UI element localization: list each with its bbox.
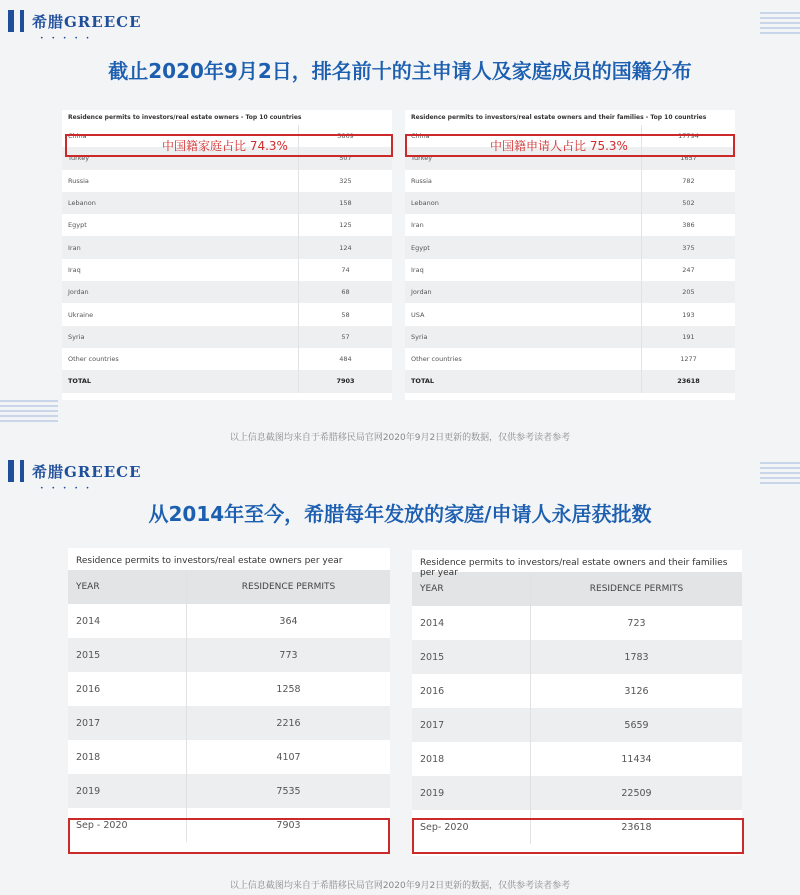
value-cell: 193 (641, 303, 735, 325)
brand-logo (8, 10, 142, 42)
highlight-box (412, 818, 744, 854)
country-cell: Egypt (411, 243, 430, 252)
table-row (68, 638, 390, 672)
country-cell: Iraq (411, 265, 424, 274)
table-row (68, 706, 390, 740)
value-cell: 125 (298, 214, 392, 236)
country-cell: Iran (411, 221, 424, 230)
table-row (405, 348, 735, 370)
table-title: Residence permits to investors/real estate owners and their families per year (420, 558, 728, 578)
country-cell: Turkey (68, 154, 90, 163)
value-cell: 23618 (641, 370, 735, 392)
country-cell: Russia (68, 176, 89, 185)
permits-cell: 1258 (186, 672, 390, 706)
country-cell: TOTAL (68, 377, 92, 386)
value-cell: 74 (298, 259, 392, 281)
table-row (405, 192, 735, 214)
year-cell: 2017 (76, 717, 101, 729)
country-cell: Russia (411, 176, 432, 185)
table-header (412, 572, 742, 606)
table-row (62, 259, 392, 281)
value-cell: 205 (641, 281, 735, 303)
value-cell: 484 (298, 348, 392, 370)
permits-cell: 22509 (530, 776, 742, 810)
year-cell: 2015 (420, 651, 445, 663)
section-yearly (0, 450, 800, 895)
table-title: Residence permits to investors/real estate owners per year (76, 556, 343, 566)
value-cell: 1277 (641, 348, 735, 370)
value-cell: 247 (641, 259, 735, 281)
permits-cell: 2216 (186, 706, 390, 740)
permits-cell: 364 (186, 604, 390, 638)
table-row (62, 170, 392, 192)
table-row (62, 236, 392, 258)
permits-cell: 3126 (530, 674, 742, 708)
table-row (68, 672, 390, 706)
year-cell: 2014 (76, 615, 101, 627)
value-cell: 386 (641, 214, 735, 236)
permits-cell: 1783 (530, 640, 742, 674)
permits-cell: 5659 (530, 708, 742, 742)
country-cell: China (68, 132, 87, 141)
year-cell: 2019 (420, 787, 445, 799)
table-row (405, 370, 735, 392)
value-cell: 124 (298, 236, 392, 258)
permits-cell: 723 (530, 606, 742, 640)
year-cell: 2018 (76, 751, 101, 763)
permits-cell: 11434 (530, 742, 742, 776)
decor-stripes (0, 400, 58, 425)
country-cell: Turkey (411, 154, 433, 163)
value-cell: 325 (298, 170, 392, 192)
country-cell: Jordan (68, 288, 89, 297)
country-cell: Jordan (411, 288, 432, 297)
table-row (405, 214, 735, 236)
decor-stripes (760, 462, 800, 487)
table-row (412, 776, 742, 810)
logo-text: 希腊GREECE (32, 12, 142, 31)
country-cell: Lebanon (411, 199, 439, 208)
table-row (405, 326, 735, 348)
permits-cell: 7903 (186, 808, 390, 842)
logo-dots: • • • • • (40, 485, 93, 492)
source-note: 以上信息截图均来自于希腊移民局官网2020年9月2日更新的数据，仅供参考读者参考 (229, 433, 571, 443)
table-row (405, 259, 735, 281)
table-row (405, 303, 735, 325)
year-cell: 2018 (420, 753, 445, 765)
highlight-label: 中国籍申请人占比 75.3% (490, 139, 628, 153)
permits-cell: 773 (186, 638, 390, 672)
left-year-table (68, 548, 390, 854)
brand-logo (8, 460, 142, 492)
table-row (412, 606, 742, 640)
table-row (62, 192, 392, 214)
table-row (62, 303, 392, 325)
value-cell: 782 (641, 170, 735, 192)
table-row (412, 742, 742, 776)
table-row (412, 708, 742, 742)
permits-cell: 4107 (186, 740, 390, 774)
year-cell: 2016 (420, 685, 445, 697)
table-row (62, 348, 392, 370)
country-cell: USA (411, 310, 425, 319)
table-row (405, 236, 735, 258)
value-cell: 375 (641, 236, 735, 258)
table-header (68, 570, 390, 604)
right-year-table (412, 550, 742, 856)
table-title: Residence permits to investors/real estate owners - Top 10 countries (68, 114, 302, 121)
value-cell: 1657 (641, 147, 735, 169)
table-row (68, 774, 390, 808)
value-cell: 191 (641, 326, 735, 348)
value-cell: 158 (298, 192, 392, 214)
table-title: Residence permits to investors/real estate owners and their families - Top 10 countries (411, 114, 707, 121)
table-row (68, 740, 390, 774)
table-row (62, 214, 392, 236)
column-header-permits: RESIDENCE PERMITS (530, 572, 742, 606)
country-cell: Iraq (68, 265, 81, 274)
logo-text: 希腊GREECE (32, 462, 142, 481)
page-title: 截止2020年9月2日，排名前十的主申请人及家庭成员的国籍分布 (108, 59, 692, 83)
table-row (405, 281, 735, 303)
value-cell: 68 (298, 281, 392, 303)
country-cell: Iran (68, 243, 81, 252)
section-title: 从2014年至今，希腊每年发放的家庭/申请人永居获批数 (148, 502, 652, 526)
column-header-year: YEAR (420, 584, 444, 594)
table-row (62, 326, 392, 348)
column-header-year: YEAR (76, 582, 100, 592)
year-cell: 2014 (420, 617, 445, 629)
value-cell: 57 (298, 326, 392, 348)
year-cell: 2019 (76, 785, 101, 797)
year-cell: 2015 (76, 649, 101, 661)
permits-cell: 7535 (186, 774, 390, 808)
country-cell: Egypt (68, 221, 87, 230)
table-row (412, 640, 742, 674)
country-cell: Other countries (68, 355, 119, 364)
table-row (412, 674, 742, 708)
country-cell: Other countries (411, 355, 462, 364)
source-note: 以上信息截图均来自于希腊移民局官网2020年9月2日更新的数据，仅供参考读者参考 (229, 881, 571, 891)
value-cell: 507 (298, 147, 392, 169)
decor-stripes (760, 12, 800, 37)
country-cell: TOTAL (411, 377, 435, 386)
year-cell: 2016 (76, 683, 101, 695)
table-row (62, 281, 392, 303)
table-row (405, 170, 735, 192)
table-row (68, 604, 390, 638)
value-cell: 5869 (298, 125, 392, 147)
country-cell: Lebanon (68, 199, 96, 208)
value-cell: 502 (641, 192, 735, 214)
year-cell: Sep- 2020 (420, 821, 469, 833)
year-cell: Sep - 2020 (76, 819, 128, 831)
year-cell: 2017 (420, 719, 445, 731)
permits-cell: 23618 (530, 810, 742, 844)
table-row (62, 370, 392, 392)
country-cell: China (411, 132, 430, 141)
country-cell: Ukraine (68, 310, 94, 319)
column-header-permits: RESIDENCE PERMITS (186, 570, 390, 604)
country-cell: Syria (411, 332, 428, 341)
highlight-box (68, 818, 390, 854)
country-cell: Syria (68, 332, 85, 341)
logo-dots: • • • • • (40, 35, 93, 42)
value-cell: 58 (298, 303, 392, 325)
highlight-label: 中国籍家庭占比 74.3% (162, 139, 288, 153)
value-cell: 17794 (641, 125, 735, 147)
value-cell: 7903 (298, 370, 392, 392)
